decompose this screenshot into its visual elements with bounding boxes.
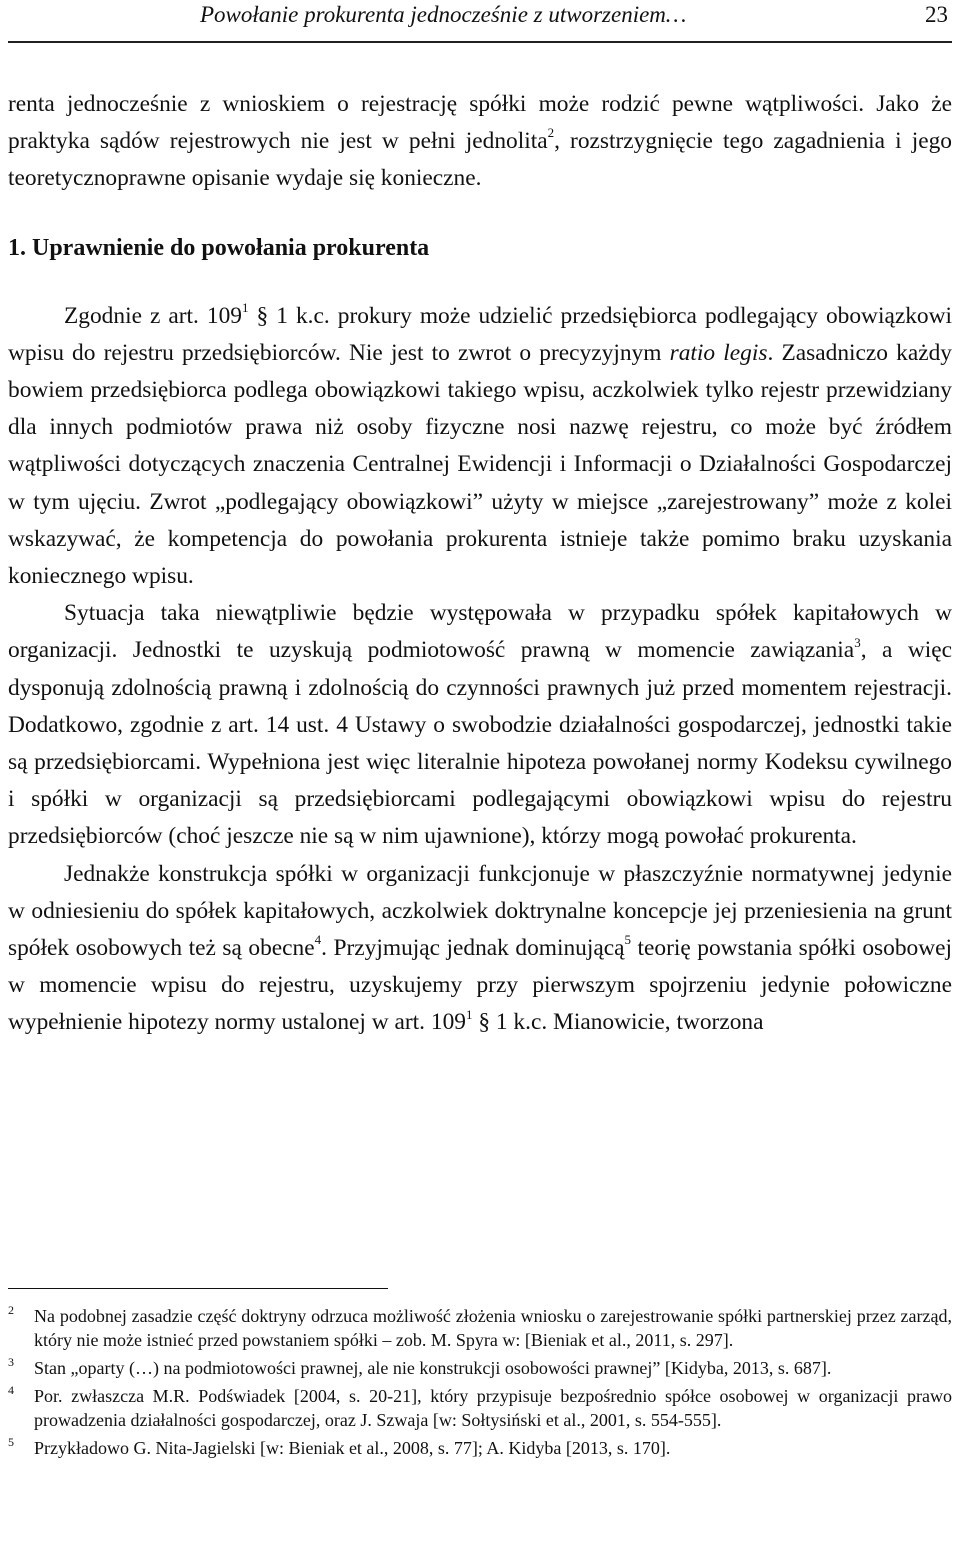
footnote-number: 4: [8, 1383, 14, 1397]
footnote-ref-3: 3: [854, 634, 861, 650]
footnote-number: 3: [8, 1355, 14, 1369]
footnotes: [8, 1304, 952, 1464]
footnote-text: Por. zwłaszcza M.R. Podświadek [2004, s. 20-21], który przypisuje bezpośrednio spółce osobowej w organizacji prawo prowadzenia działalności gospodarczej, oraz J. Szwaja [w: Sołtysiński et al., 2001, s. 554-555].: [34, 1386, 952, 1430]
footnote-ref-5: 5: [624, 932, 632, 948]
paragraph: Sytuacja taka niewątpliwie będzie występowała w przypadku spółek kapitałowych w organizacji. Jednostki te uzyskują podmiotowość prawną w momencie zawiązania$^3$, a więc dysponują zdolnością prawną i zdolnością do czynności prawnych już przed momentem rejestracji. Dodatkowo, zgodnie z art. 14 ust. 4 Ustawy o swobodzie działalności gospodarczej, jednostki takie są przedsiębiorcami. Wypełniona jest więc literalnie hipoteza powołanej normy Kodeksu cywilnego i spółki w organizacji są przedsiębiorcami podlegającymi obowiązkowi wpisu do rejestru przedsiębiorców (choć jeszcze nie są w nim ujawnione), którzy mogą powołać prokurenta.: [8, 600, 952, 850]
footnote-ref-4: 4: [314, 932, 322, 948]
footnote-text: Stan „oparty (…) na podmiotowości prawnej, ale nie konstrukcji osobowości prawnej” [Kidyba, 2013, s. 687].: [34, 1358, 832, 1378]
paragraph: Zgodnie z art. $109^1$ § 1 k.c. prokury może udzielić przedsiębiorca podlegający obowiązkowi wpisu do rejestru przedsiębiorców. Nie jest to zwrot o precyzyjnym ratio legis. Zasadniczo każdy bowiem przedsiębiorca podlega obowiązkowi takiego wpisu, aczkolwiek tylko rejestr przewidziany dla innych podmiotów prawa niż osoby fizyczne nosi nazwę rejestru, co może być źródłem wątpliwości dotyczących znaczenia Centralnej Ewidencji i Informacji o Działalności Gospodarczej w tym ujęciu. Zwrot „podlegający obowiązkowi” użyty w miejsce „zarejestrowany” może z kolei wskazywać, że kompetencja do powołania prokurenta istnieje także pomimo braku uzyskania koniecznego wpisu.: [8, 299, 953, 590]
footnote-ref-2: 2: [547, 125, 555, 141]
italic-term: ratio legis: [669, 339, 768, 366]
footnote-separator: [8, 1288, 388, 1289]
footnote: [8, 1304, 952, 1352]
running-header: [8, 0, 952, 44]
footnote-text: Na podobnej zasadzie część doktryny odrzuca możliwość złożenia wniosku o zarejestrowanie spółki partnerskiej przez zarząd, który nie może istnieć przed powstaniem spółki – zob. M. Spyra w: [Bieniak et al., 2011, s. 297].: [34, 1306, 952, 1350]
footnote-text: Przykładowo G. Nita-Jagielski [w: Bieniak et al., 2008, s. 77]; A. Kidyba [2013, s. 170].: [34, 1438, 671, 1458]
superscript-1: 1: [242, 299, 249, 315]
footnote-number: 2: [8, 1303, 14, 1317]
footnote-number: 5: [8, 1435, 14, 1449]
running-title: Powołanie prokurenta jednocześnie z utworzeniem…: [200, 2, 687, 27]
paragraph: Jednakże konstrukcja spółki w organizacji funkcjonuje w płaszczyźnie normatywnej jedynie w odniesieniu do spółek kapitałowych, aczkolwiek doktrynalne koncepcje jej przeniesienia na grunt spółek osobowych też są obecne$^4$. Przyjmując jednak dominującą$^5$ teorię powstania spółki osobowej w momencie wpisu do rejestru, uzyskujemy przy pierwszym spojrzeniu jedynie połowiczne wypełnienie hipotezy normy ustalonej w art. $109^1$ § 1 k.c. Mianowicie, tworzona: [8, 860, 952, 1036]
footnote: [8, 1356, 952, 1380]
superscript-1: 1: [465, 1006, 473, 1022]
footnote: [8, 1436, 952, 1460]
header-rule: [8, 41, 952, 43]
footnote: [8, 1384, 952, 1432]
main-text: [8, 86, 952, 1042]
paragraph-continued: renta jednocześnie z wnioskiem o rejestrację spółki może rodzić pewne wątpliwości. Jako że praktyka sądów rejestrowych nie jest w pełni jednolita$^2$, rozstrzygnięcie tego zagadnienia i jego teoretycznoprawne opisanie wydaje się konieczne.: [8, 91, 953, 192]
section-heading: 1. Uprawnienie do powołania prokurenta: [8, 234, 430, 261]
page-number: 23: [925, 2, 948, 27]
